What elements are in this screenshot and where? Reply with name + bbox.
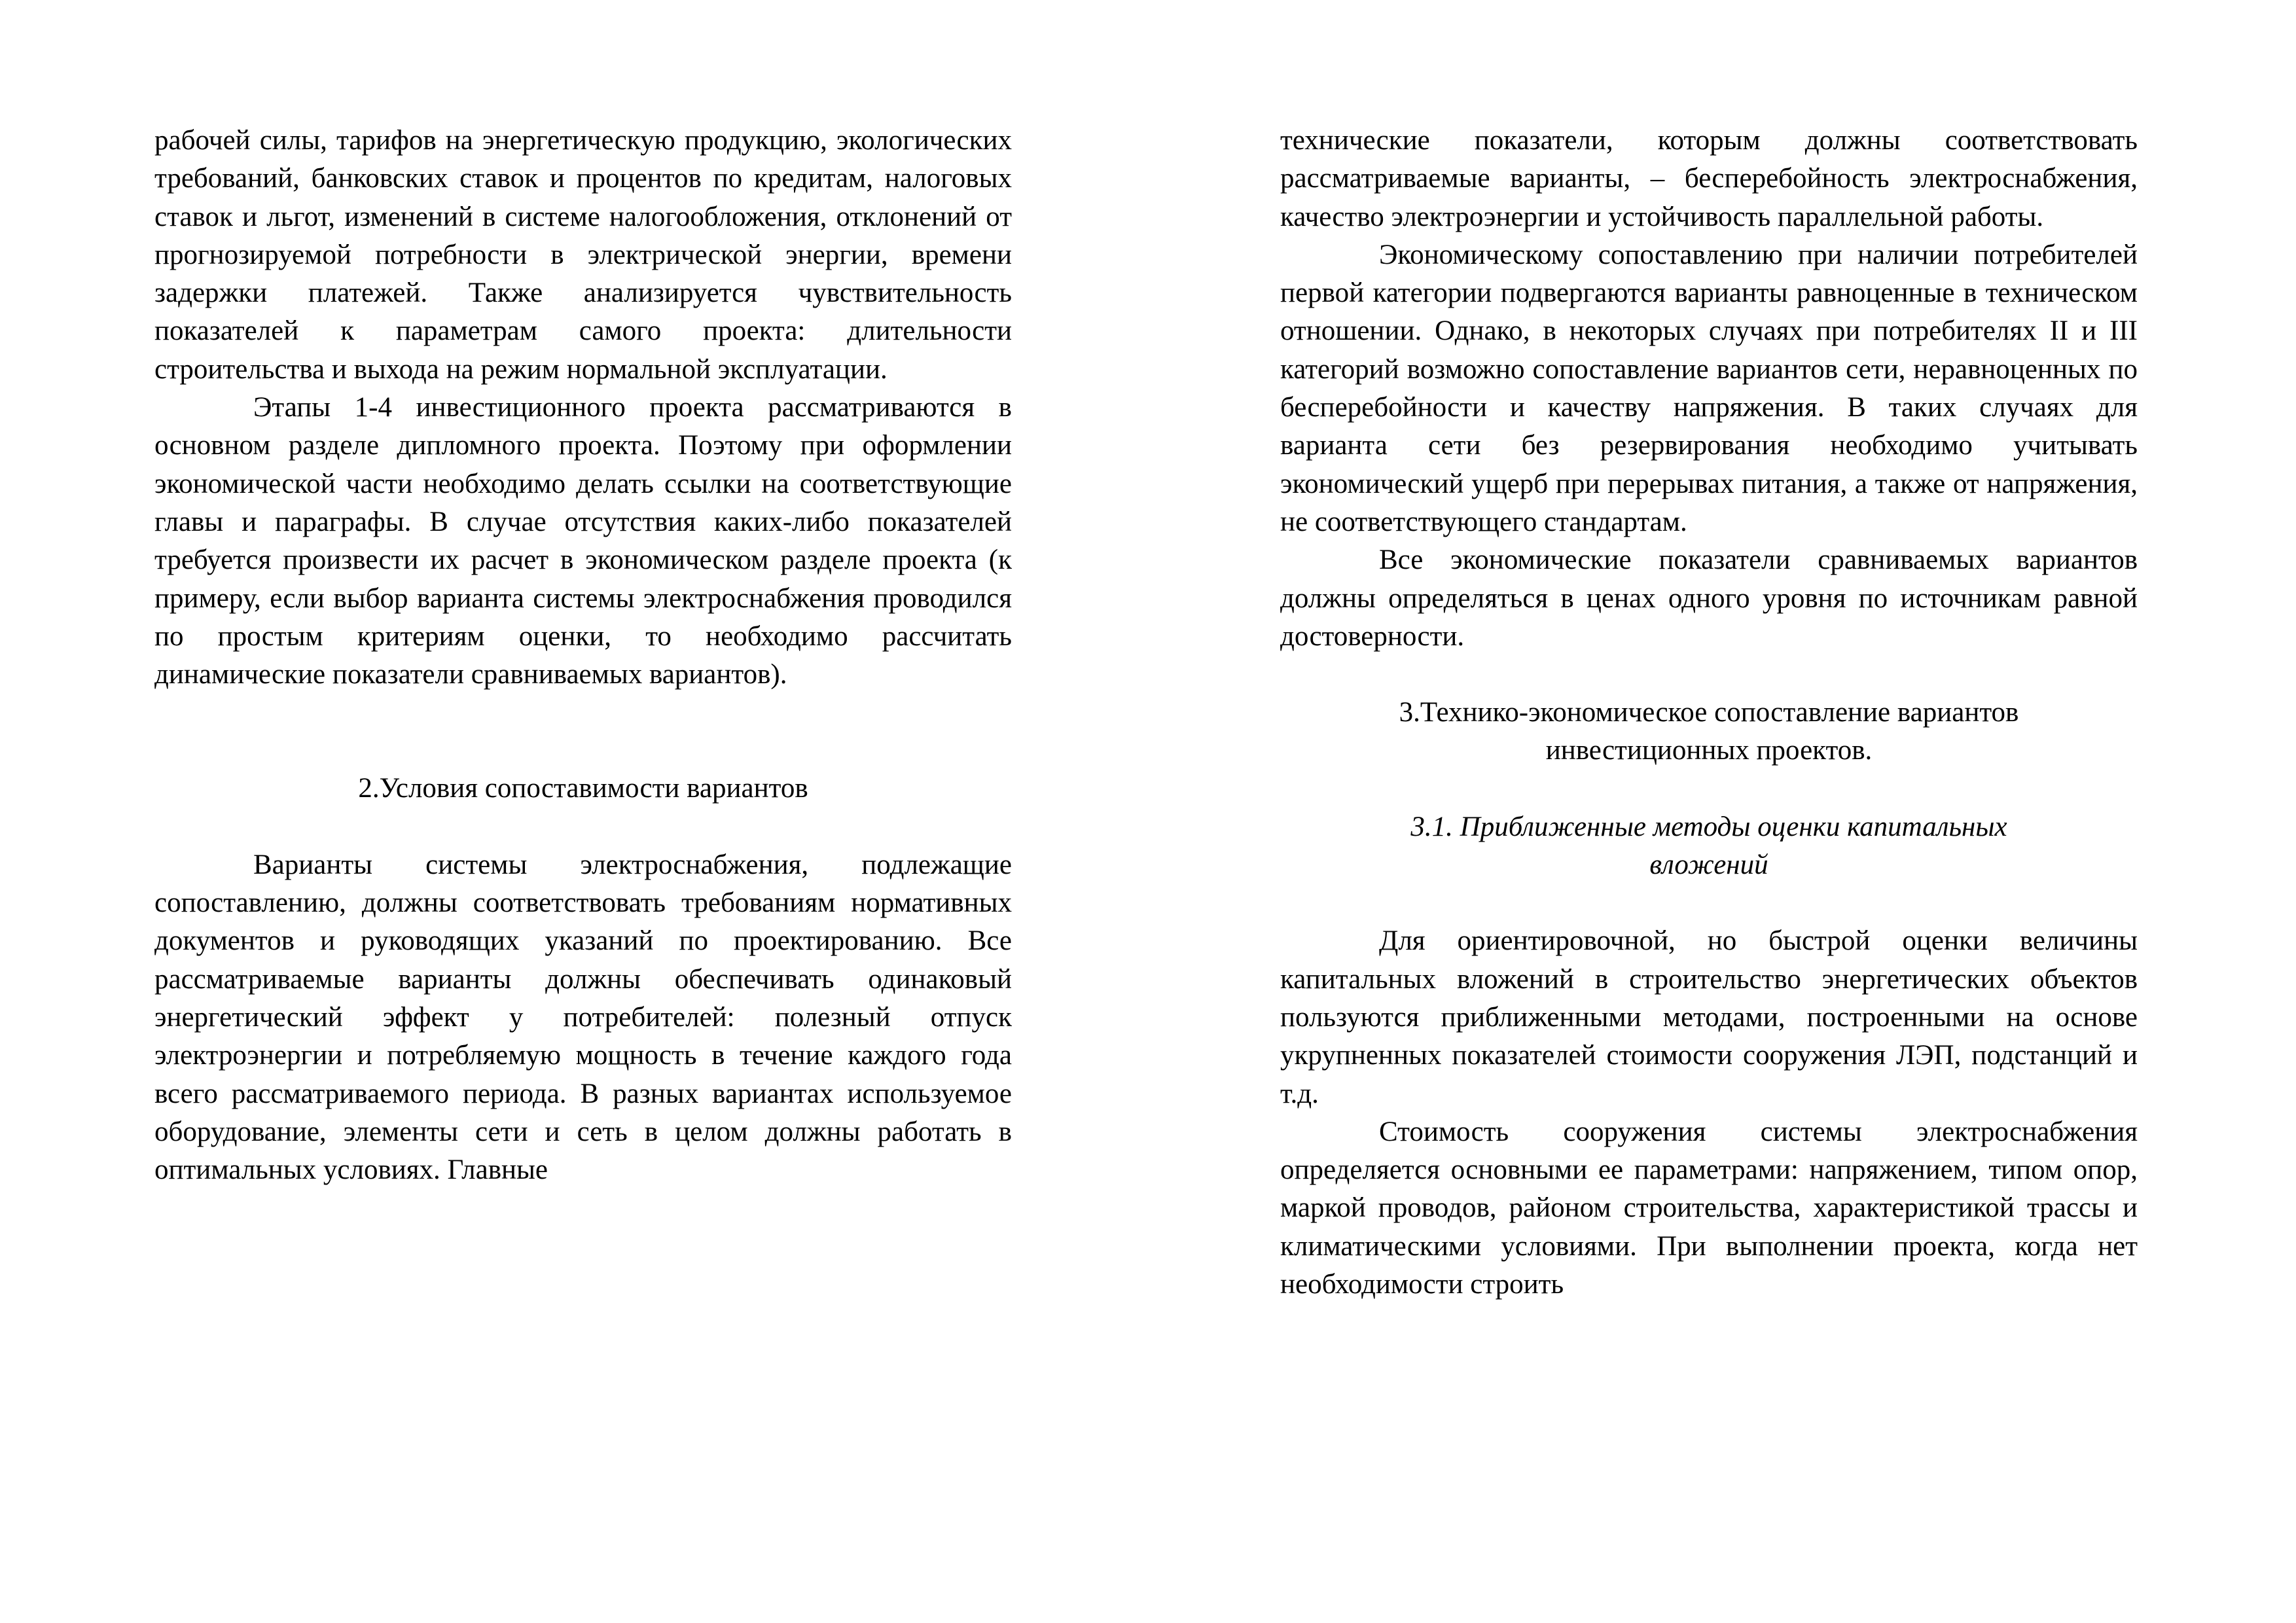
section-heading-3-line-2: инвестиционных проектов. xyxy=(1545,735,1873,766)
left-column xyxy=(154,122,1012,1189)
left-paragraph-1: рабочей силы, тарифов на энергетическую продукцию, экологических требований, банковских ставок и процентов по кредитам, налоговых ставок и льгот, изменений в системе налогообложения, отклонений от прогнозируемой потребности в электрической энергии, времени задержки платежей. Также анализируется чувствительность показателей к параметрам самого проекта: длительности строительства и выхода на режим нормальной эксплуатации. xyxy=(154,125,1012,385)
spacer xyxy=(154,808,1012,846)
section-heading-3-line-1: 3.Технико-экономическое сопоставление вариантов xyxy=(1399,697,2019,728)
spacer xyxy=(1280,656,2138,694)
left-paragraph-2: Этапы 1-4 инвестиционного проекта рассматриваются в основном разделе дипломного проекта. Поэтому при оформлении экономической части необходимо делать ссылки на соответствующие главы и параграфы. В случае отсутствия каких-либо показателей требуется произвести их расчет в экономическом разделе проекта (к примеру, если выбор варианта системы электроснабжения проводился по простым критериям оценки, то необходимо рассчитать динамические показатели сравниваемых вариантов). xyxy=(154,392,1012,690)
subsection-heading-3-1-line-2: вложений xyxy=(1649,849,1768,881)
section-heading-2: 2.Условия сопоставимости вариантов xyxy=(358,773,808,804)
right-paragraph-1: технические показатели, которым должны соответствовать рассматриваемые варианты, – бесперебойность электроснабжения, качество электроэнергии и устойчивость параллельной работы. xyxy=(1280,125,2138,232)
right-paragraph-5: Стоимость сооружения системы электроснабжения определяется основными ее параметрами: напряжением, типом опор, маркой проводов, районом строительства, характеристикой трассы и климатическими условиями. При выполнении проекта, когда нет необходимости строить xyxy=(1280,1116,2138,1300)
subsection-heading-3-1-line-1: 3.1. Приближенные методы оценки капитальных xyxy=(1410,811,2007,842)
left-paragraph-3: Варианты системы электроснабжения, подлежащие сопоставлению, должны соответствовать требованиям нормативных документов и руководящих указаний по проектированию. Все рассматриваемые варианты должны обеспечивать одинаковый энергетический эффект у потребителей: полезный отпуск электроэнергии и потребляемую мощность в течение каждого года всего рассматриваемого периода. В разных вариантах используемое оборудование, элементы сети и сеть в целом должны работать в оптимальных условиях. Главные xyxy=(154,849,1012,1186)
right-column xyxy=(1280,122,2138,1304)
spacer xyxy=(154,694,1012,770)
spacer xyxy=(1280,884,2138,922)
right-paragraph-3: Все экономические показатели сравниваемых вариантов должны определяться в ценах одного уровня по источникам равной достоверности. xyxy=(1280,544,2138,652)
right-paragraph-2: Экономическому сопоставлению при наличии потребителей первой категории подвергаются варианты равноценные в техническом отношении. Однако, в некоторых случаях при потребителях II и III категорий возможно сопоставление вариантов сети, неравноценных по бесперебойности и качеству напряжения. В таких случаях для варианта сети без резервирования необходимо учитывать экономический ущерб при перерывах питания, а также от напряжения, не соответствующего стандартам. xyxy=(1280,239,2138,537)
spacer xyxy=(1280,770,2138,808)
right-paragraph-4: Для ориентировочной, но быстрой оценки величины капитальных вложений в строительство энергетических объектов пользуются приближенными методами, построенными на основе укрупненных показателей стоимости сооружения ЛЭП, подстанций и т.д. xyxy=(1280,925,2138,1109)
